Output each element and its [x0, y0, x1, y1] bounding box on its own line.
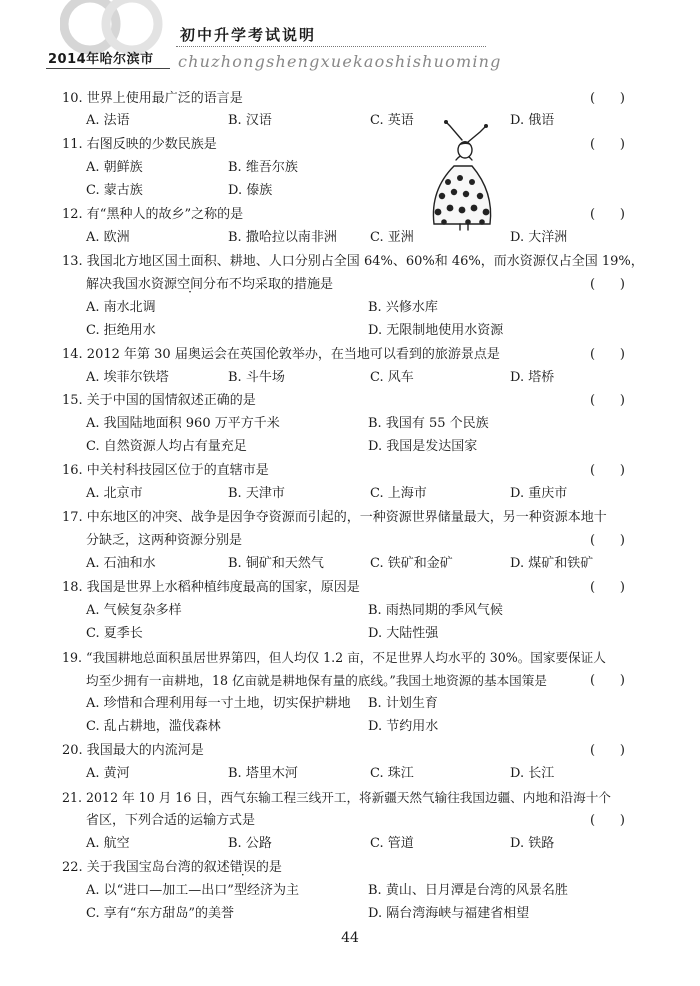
- option-19-a: A. 珍惜和合理利用每一寸土地，切实保护耕地: [86, 696, 351, 711]
- header-underline: [46, 68, 170, 69]
- option-16-d: D. 重庆市: [510, 486, 568, 501]
- option-15-a: A. 我国陆地面积 960 万平方千米: [86, 416, 280, 431]
- option-12-b: B. 撒哈拉以南非洲: [228, 230, 337, 245]
- option-21-d: D. 铁路: [510, 836, 555, 851]
- option-11-a: A. 朝鲜族: [86, 160, 143, 175]
- header-pinyin: chuzhongshengxuekaoshishuoming: [178, 52, 502, 71]
- question-17-stem-line2: 分缺乏，这两种资源分别是: [86, 533, 243, 548]
- option-16-b: B. 天津市: [228, 486, 285, 501]
- dancer-illustration: [420, 120, 504, 232]
- answer-blank-10: ( ): [590, 91, 625, 106]
- answer-blank-14: ( ): [590, 347, 625, 362]
- option-14-d: D. 塔桥: [510, 370, 555, 385]
- option-18-a: A. 气候复杂多样: [86, 603, 182, 618]
- option-14-a: A. 埃菲尔铁塔: [86, 370, 169, 385]
- question-14-stem: 14. 2012 年第 30 届奥运会在英国伦敦举办，在当地可以看到的旅游景点是: [62, 347, 500, 362]
- option-16-a: A. 北京市: [86, 486, 143, 501]
- question-10-stem: 10. 世界上使用最广泛的语言是: [62, 91, 243, 106]
- option-19-b: B. 计划生育: [368, 696, 438, 711]
- question-15-stem: 15. 关于中国的国情叙述正确的是: [62, 393, 256, 408]
- question-19-stem-line2: 均至少拥有一亩耕地，18 亿亩就是耕地保有量的底线。”我国土地资源的基本国策是: [86, 673, 547, 688]
- option-10-c: C. 英语: [370, 113, 414, 128]
- option-22-d: D. 隔台湾海峡与福建省相望: [368, 906, 530, 921]
- option-11-d: D. 傣族: [228, 183, 273, 198]
- question-21-stem-line2: 省区，下列合适的运输方式是: [86, 813, 256, 828]
- question-11-stem: 11. 右图反映的少数民族是: [62, 137, 217, 152]
- option-12-a: A. 欧洲: [86, 230, 130, 245]
- question-22-stem: 22. 关于我国宝岛台湾的叙述错误的是: [62, 860, 282, 875]
- emphasis-dotted-1: 空间: [177, 277, 204, 292]
- answer-blank-21: ( ): [590, 813, 625, 828]
- option-22-c: C. 享有“东方甜岛”的美誉: [86, 906, 235, 921]
- option-17-b: B. 铜矿和天然气: [228, 556, 324, 571]
- option-10-a: A. 法语: [86, 113, 130, 128]
- option-14-b: B. 斗牛场: [228, 370, 285, 385]
- option-13-a: A. 南水北调: [86, 300, 156, 315]
- option-14-c: C. 风车: [370, 370, 414, 385]
- page-number: 44: [341, 930, 359, 946]
- option-17-c: C. 铁矿和金矿: [370, 556, 453, 571]
- option-12-c: C. 亚洲: [370, 230, 414, 245]
- option-19-c: C. 乱占耕地，滥伐森林: [86, 719, 221, 734]
- question-12-stem: 12. 有“黑种人的故乡”之称的是: [62, 207, 244, 222]
- option-18-d: D. 大陆性强: [368, 626, 439, 641]
- option-22-a: A. 以“进口—加工—出口”型经济为主: [86, 883, 299, 898]
- option-21-c: C. 管道: [370, 836, 414, 851]
- option-20-a: A. 黄河: [86, 766, 130, 781]
- option-12-d: D. 大洋洲: [510, 230, 568, 245]
- option-20-b: B. 塔里木河: [228, 766, 298, 781]
- option-11-b: B. 维吾尔族: [228, 160, 298, 175]
- option-17-a: A. 石油和水: [86, 556, 156, 571]
- question-17-stem-line1: 17. 中东地区的冲突、战争是因争夺资源而引起的，一种资源世界储量最大，另一种资源本地十: [62, 510, 607, 525]
- option-22-b: B. 黄山、日月潭是台湾的风景名胜: [368, 883, 568, 898]
- answer-blank-12: ( ): [590, 207, 625, 222]
- option-18-b: B. 雨热同期的季风气候: [368, 603, 503, 618]
- question-20-stem: 20. 我国最大的内流河是: [62, 743, 204, 758]
- answer-blank-17: ( ): [590, 533, 625, 548]
- header-title: 初中升学考试说明: [180, 26, 317, 44]
- header-divider: [176, 46, 486, 47]
- option-18-c: C. 夏季长: [86, 626, 143, 641]
- option-17-d: D. 煤矿和铁矿: [510, 556, 594, 571]
- answer-blank-15: ( ): [590, 393, 625, 408]
- question-21-stem-line1: 21. 2012 年 10 月 16 日，西气东输工程三线开工，将新疆天然气输往我国边疆、内地和沿海十个: [62, 790, 611, 805]
- answer-blank-20: ( ): [590, 743, 625, 758]
- question-16-stem: 16. 中关村科技园区位于的直辖市是: [62, 463, 269, 478]
- option-15-b: B. 我国有 55 个民族: [368, 416, 489, 431]
- answer-blank-13: ( ): [590, 277, 625, 292]
- answer-blank-16: ( ): [590, 463, 625, 478]
- question-13-stem-line1: 13. 我国北方地区国土面积、耕地、人口分别占全国 64%、60%和 46%，而水资源仅占全国 19%，: [62, 254, 644, 269]
- option-13-d: D. 无限制地使用水资源: [368, 323, 504, 338]
- answer-blank-18: ( ): [590, 580, 625, 595]
- option-19-d: D. 节约用水: [368, 719, 439, 734]
- question-13-stem-line2: 解决我国水资源空间分布不均采取的措施是: [86, 277, 334, 292]
- header-region: 2014年哈尔滨市: [48, 52, 154, 67]
- option-20-d: D. 长江: [510, 766, 555, 781]
- option-13-b: B. 兴修水库: [368, 300, 438, 315]
- option-13-c: C. 拒绝用水: [86, 323, 156, 338]
- answer-blank-19: ( ): [590, 673, 625, 688]
- option-11-c: C. 蒙古族: [86, 183, 143, 198]
- question-19-stem-line1: 19. “我国耕地总面积虽居世界第四，但人均仅 1.2 亩，不足世界人均水平的 30%。国家要保证人: [62, 650, 606, 665]
- option-10-d: D. 俄语: [510, 113, 555, 128]
- option-10-b: B. 汉语: [228, 113, 272, 128]
- emphasis-dotted-2: 错误: [229, 860, 256, 875]
- question-18-stem: 18. 我国是世界上水稻种植纬度最高的国家，原因是: [62, 580, 360, 595]
- answer-blank-11: ( ): [590, 137, 625, 152]
- option-21-b: B. 公路: [228, 836, 272, 851]
- option-15-c: C. 自然资源人均占有量充足: [86, 439, 247, 454]
- option-16-c: C. 上海市: [370, 486, 427, 501]
- option-15-d: D. 我国是发达国家: [368, 439, 478, 454]
- option-20-c: C. 珠江: [370, 766, 414, 781]
- option-21-a: A. 航空: [86, 836, 130, 851]
